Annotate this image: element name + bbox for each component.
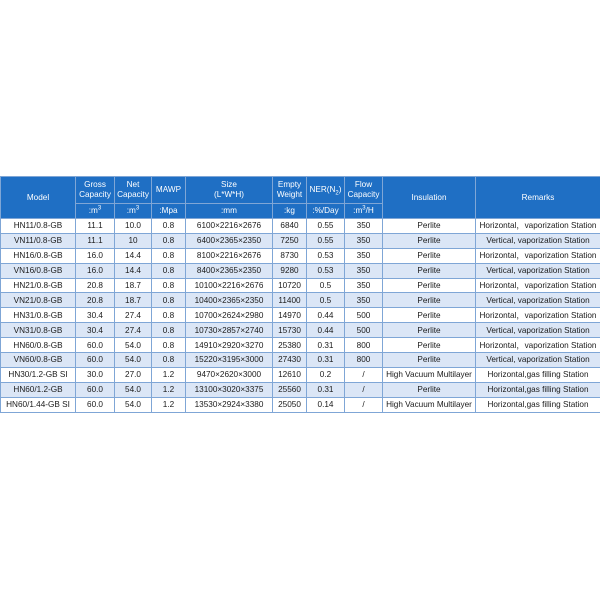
table-row: [1, 338, 600, 353]
cell-remarks: Horizontal,gas filling Station: [476, 397, 600, 412]
cell-size: 6100×2216×2676: [186, 219, 273, 234]
cell-ner: 0.5: [307, 293, 345, 308]
cell-gross-capacity: 11.1: [76, 219, 115, 234]
header-net-capacity: Net Capacity: [115, 177, 152, 204]
cell-flow-capacity: 500: [345, 308, 383, 323]
cell-insulation: High Vacuum Multilayer: [383, 397, 476, 412]
cell-ner: 0.55: [307, 219, 345, 234]
table-row: [1, 397, 600, 412]
table-row: [1, 293, 600, 308]
cell-net-capacity: 14.4: [115, 248, 152, 263]
cell-empty-weight: 8730: [273, 248, 307, 263]
cell-insulation: Perlite: [383, 353, 476, 368]
header-model: Model: [1, 177, 76, 219]
cell-insulation: Perlite: [383, 248, 476, 263]
cell-gross-capacity: 30.4: [76, 323, 115, 338]
cell-model: HN30/1.2-GB SI: [1, 367, 76, 382]
cell-empty-weight: 25560: [273, 382, 307, 397]
cell-model: VN31/0.8-GB: [1, 323, 76, 338]
cell-insulation: Perlite: [383, 233, 476, 248]
cell-empty-weight: 11400: [273, 293, 307, 308]
cell-size: 14910×2920×3270: [186, 338, 273, 353]
cell-size: 10700×2624×2980: [186, 308, 273, 323]
cell-size: 13100×3020×3375: [186, 382, 273, 397]
cell-gross-capacity: 60.0: [76, 353, 115, 368]
cell-remarks: Horizontal，vaporization Station: [476, 248, 600, 263]
cell-model: HN31/0.8-GB: [1, 308, 76, 323]
cell-flow-capacity: 350: [345, 263, 383, 278]
table-body: [1, 219, 600, 413]
cell-gross-capacity: 20.8: [76, 278, 115, 293]
cell-insulation: Perlite: [383, 278, 476, 293]
unit-ner: :%/Day: [307, 204, 345, 219]
cell-net-capacity: 18.7: [115, 293, 152, 308]
cell-gross-capacity: 11.1: [76, 233, 115, 248]
cell-mawp: 0.8: [152, 248, 186, 263]
cell-remarks: Vertical, vaporization Station: [476, 293, 600, 308]
cell-gross-capacity: 30.4: [76, 308, 115, 323]
header-remarks: Remarks: [476, 177, 600, 219]
cell-insulation: Perlite: [383, 338, 476, 353]
unit-mawp: :Mpa: [152, 204, 186, 219]
cell-mawp: 1.2: [152, 397, 186, 412]
cell-empty-weight: 15730: [273, 323, 307, 338]
cell-model: HN16/0.8-GB: [1, 248, 76, 263]
cell-model: VN16/0.8-GB: [1, 263, 76, 278]
cell-mawp: 0.8: [152, 263, 186, 278]
cell-flow-capacity: /: [345, 382, 383, 397]
cell-mawp: 0.8: [152, 308, 186, 323]
cell-size: 15220×3195×3000: [186, 353, 273, 368]
unit-weight: :kg: [273, 204, 307, 219]
table-header: [1, 177, 600, 219]
cell-gross-capacity: 20.8: [76, 293, 115, 308]
header-mawp: MAWP: [152, 177, 186, 204]
cell-remarks: Vertical, vaporization Station: [476, 233, 600, 248]
cell-flow-capacity: 350: [345, 293, 383, 308]
table-row: [1, 263, 600, 278]
cell-net-capacity: 54.0: [115, 353, 152, 368]
spec-table-container: [0, 176, 600, 413]
cell-flow-capacity: 500: [345, 323, 383, 338]
cell-net-capacity: 27.4: [115, 308, 152, 323]
cell-size: 8100×2216×2676: [186, 248, 273, 263]
cell-model: VN11/0.8-GB: [1, 233, 76, 248]
cell-mawp: 0.8: [152, 233, 186, 248]
cell-insulation: Perlite: [383, 323, 476, 338]
unit-size: :mm: [186, 204, 273, 219]
cell-insulation: Perlite: [383, 219, 476, 234]
cell-ner: 0.53: [307, 263, 345, 278]
cell-flow-capacity: /: [345, 397, 383, 412]
cell-net-capacity: 10: [115, 233, 152, 248]
cell-ner: 0.31: [307, 353, 345, 368]
cell-mawp: 0.8: [152, 353, 186, 368]
header-ner: $NER(N_2)$: [307, 177, 345, 204]
cell-insulation: Perlite: [383, 263, 476, 278]
cell-ner: 0.53: [307, 248, 345, 263]
cell-flow-capacity: 350: [345, 278, 383, 293]
cell-ner: 0.55: [307, 233, 345, 248]
cell-size: 10400×2365×2350: [186, 293, 273, 308]
cell-flow-capacity: 800: [345, 353, 383, 368]
cell-net-capacity: 18.7: [115, 278, 152, 293]
cell-net-capacity: 27.0: [115, 367, 152, 382]
cell-model: VN60/0.8-GB: [1, 353, 76, 368]
cell-mawp: 0.8: [152, 219, 186, 234]
header-insulation: Insulation: [383, 177, 476, 219]
cell-remarks: Horizontal，vaporization Station: [476, 278, 600, 293]
cell-ner: 0.14: [307, 397, 345, 412]
cell-empty-weight: 14970: [273, 308, 307, 323]
cell-model: VN21/0.8-GB: [1, 293, 76, 308]
cell-gross-capacity: 60.0: [76, 397, 115, 412]
table-row: [1, 233, 600, 248]
cell-remarks: Vertical, vaporization Station: [476, 323, 600, 338]
cell-mawp: 0.8: [152, 293, 186, 308]
cell-flow-capacity: 350: [345, 248, 383, 263]
cell-size: 13530×2924×3380: [186, 397, 273, 412]
spec-table: [0, 176, 600, 413]
cell-ner: 0.31: [307, 382, 345, 397]
cell-gross-capacity: 16.0: [76, 248, 115, 263]
cell-remarks: Horizontal，vaporization Station: [476, 219, 600, 234]
cell-mawp: 0.8: [152, 323, 186, 338]
table-row: [1, 278, 600, 293]
cell-empty-weight: 10720: [273, 278, 307, 293]
cell-remarks: Horizontal，vaporization Station: [476, 338, 600, 353]
cell-model: HN11/0.8-GB: [1, 219, 76, 234]
cell-net-capacity: 54.0: [115, 397, 152, 412]
cell-flow-capacity: 800: [345, 338, 383, 353]
cell-net-capacity: 14.4: [115, 263, 152, 278]
cell-remarks: Horizontal，vaporization Station: [476, 308, 600, 323]
cell-insulation: High Vacuum Multilayer: [383, 367, 476, 382]
cell-mawp: 1.2: [152, 382, 186, 397]
cell-mawp: 0.8: [152, 278, 186, 293]
cell-size: 10730×2857×2740: [186, 323, 273, 338]
cell-mawp: 1.2: [152, 367, 186, 382]
cell-ner: 0.2: [307, 367, 345, 382]
cell-insulation: Perlite: [383, 293, 476, 308]
cell-flow-capacity: 350: [345, 219, 383, 234]
cell-empty-weight: 7250: [273, 233, 307, 248]
cell-empty-weight: 27430: [273, 353, 307, 368]
cell-model: HN21/0.8-GB: [1, 278, 76, 293]
cell-gross-capacity: 60.0: [76, 338, 115, 353]
table-row: [1, 308, 600, 323]
cell-empty-weight: 25050: [273, 397, 307, 412]
cell-remarks: Vertical, vaporization Station: [476, 263, 600, 278]
cell-ner: 0.44: [307, 308, 345, 323]
unit-gross-capacity: $:m^3$: [76, 204, 115, 219]
header-flow-capacity: Flow Capacity: [345, 177, 383, 204]
table-row: [1, 219, 600, 234]
header-gross-capacity: Gross Capacity: [76, 177, 115, 204]
cell-insulation: Perlite: [383, 382, 476, 397]
cell-empty-weight: 9280: [273, 263, 307, 278]
cell-size: 6400×2365×2350: [186, 233, 273, 248]
unit-flow-capacity: $:m^3/H$: [345, 204, 383, 219]
header-size: Size (L*W*H): [186, 177, 273, 204]
cell-ner: 0.44: [307, 323, 345, 338]
cell-remarks: Horizontal,gas filling Station: [476, 382, 600, 397]
cell-net-capacity: 10.0: [115, 219, 152, 234]
table-row: [1, 323, 600, 338]
cell-remarks: Horizontal,gas filling Station: [476, 367, 600, 382]
cell-net-capacity: 54.0: [115, 338, 152, 353]
header-empty-weight: Empty Weight: [273, 177, 307, 204]
cell-net-capacity: 27.4: [115, 323, 152, 338]
cell-ner: 0.31: [307, 338, 345, 353]
cell-model: HN60/1.44-GB SI: [1, 397, 76, 412]
cell-ner: 0.5: [307, 278, 345, 293]
table-row: [1, 367, 600, 382]
cell-flow-capacity: /: [345, 367, 383, 382]
table-row: [1, 248, 600, 263]
cell-empty-weight: 25380: [273, 338, 307, 353]
cell-flow-capacity: 350: [345, 233, 383, 248]
cell-gross-capacity: 30.0: [76, 367, 115, 382]
cell-size: 8400×2365×2350: [186, 263, 273, 278]
cell-empty-weight: 6840: [273, 219, 307, 234]
cell-model: HN60/1.2-GB: [1, 382, 76, 397]
table-row: [1, 353, 600, 368]
cell-size: 9470×2620×3000: [186, 367, 273, 382]
cell-size: 10100×2216×2676: [186, 278, 273, 293]
cell-gross-capacity: 60.0: [76, 382, 115, 397]
cell-net-capacity: 54.0: [115, 382, 152, 397]
cell-insulation: Perlite: [383, 308, 476, 323]
cell-empty-weight: 12610: [273, 367, 307, 382]
cell-model: HN60/0.8-GB: [1, 338, 76, 353]
cell-remarks: Vertical, vaporization Station: [476, 353, 600, 368]
table-row: [1, 382, 600, 397]
cell-gross-capacity: 16.0: [76, 263, 115, 278]
unit-net-capacity: $:m^3$: [115, 204, 152, 219]
cell-mawp: 0.8: [152, 338, 186, 353]
